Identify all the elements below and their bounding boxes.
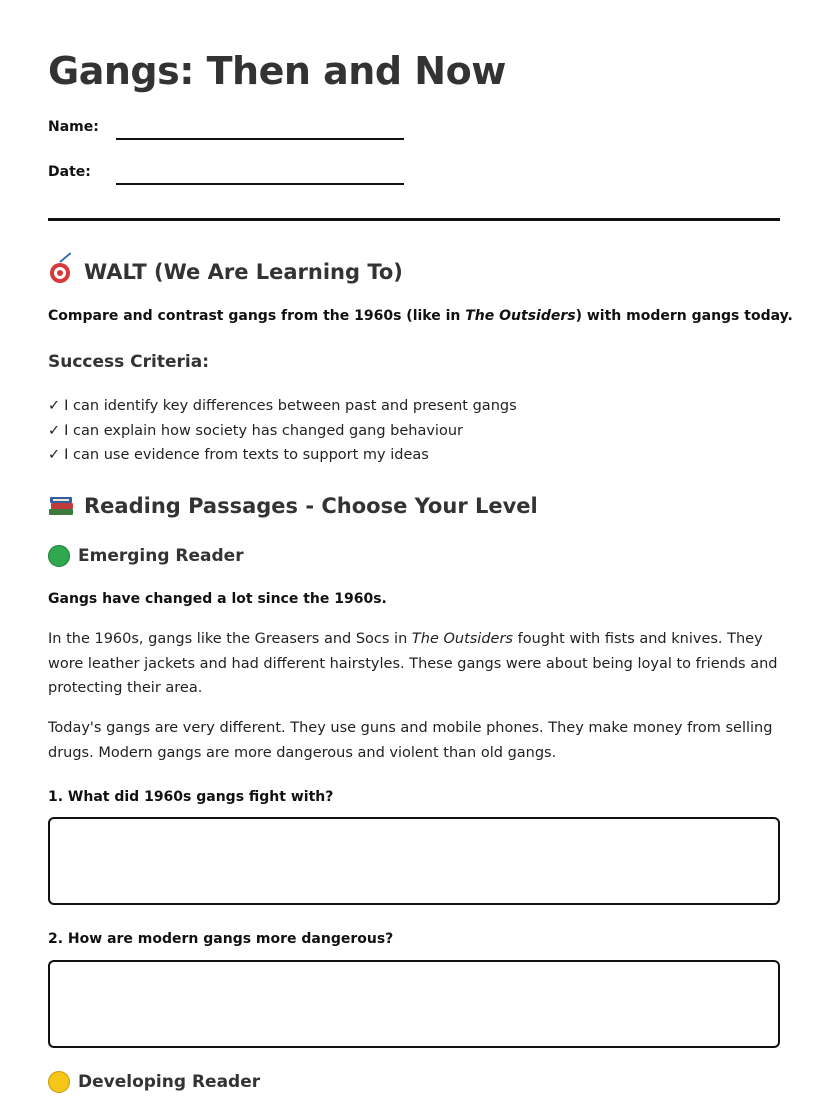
success-criteria-heading: Success Criteria: [48,352,210,372]
walt-objective: Compare and contrast gangs from the 1960s (like in The Outsiders) with modern gangs today. [48,308,793,324]
books-icon [48,493,74,519]
book-title: The Outsiders [411,631,513,647]
list-item: ✓ I can explain how society has changed gang behaviour [48,422,463,439]
walt-heading [48,258,403,286]
question-2: 2. How are modern gangs more dangerous? [48,931,394,947]
question-1: 1. What did 1960s gangs fight with? [48,789,334,805]
level-heading-developing: Developing Reader [48,1070,260,1094]
emerging-paragraph-2: Today's gangs are very different. They use guns and mobile phones. They make money from selling drugs. Modern gangs are more dangerous and violent than old gangs. [48,720,773,761]
success-criteria-list [48,394,517,468]
level-heading-emerging: Emerging Reader [48,544,244,568]
green-circle-icon [48,545,70,567]
header-divider [48,218,780,221]
check-icon: ✓ [48,398,61,414]
name-label: Name: [48,119,99,135]
list-item: ✓ I can use evidence from texts to support my ideas [48,447,429,463]
emerging-paragraph-1: In the 1960s, gangs like the Greasers and Socs in The Outsiders fought with fists and knives. They wore leather jackets and had different hairstyles. These gangs were about being loyal to friends and protecting their area. [48,631,778,696]
answer-box-1[interactable] [48,817,780,905]
date-label: Date: [48,164,91,180]
name-field-row [48,118,404,136]
check-icon: ✓ [48,422,61,439]
target-icon [48,259,74,285]
answer-box-2[interactable] [48,960,780,1048]
list-item: ✓ I can identify key differences between past and present gangs [48,398,517,414]
emerging-intro: Gangs have changed a lot since the 1960s. [48,591,387,607]
name-field[interactable] [116,138,404,140]
reading-heading [48,492,538,520]
date-field-row [48,163,404,181]
page-title: Gangs: Then and Now [48,49,506,93]
date-field[interactable] [116,183,404,185]
walt-heading-text: WALT (We Are Learning To) [84,260,403,284]
reading-heading-text: Reading Passages - Choose Your Level [84,494,538,518]
yellow-circle-icon [48,1071,70,1093]
check-icon: ✓ [48,447,61,463]
book-title: The Outsiders [465,308,576,324]
